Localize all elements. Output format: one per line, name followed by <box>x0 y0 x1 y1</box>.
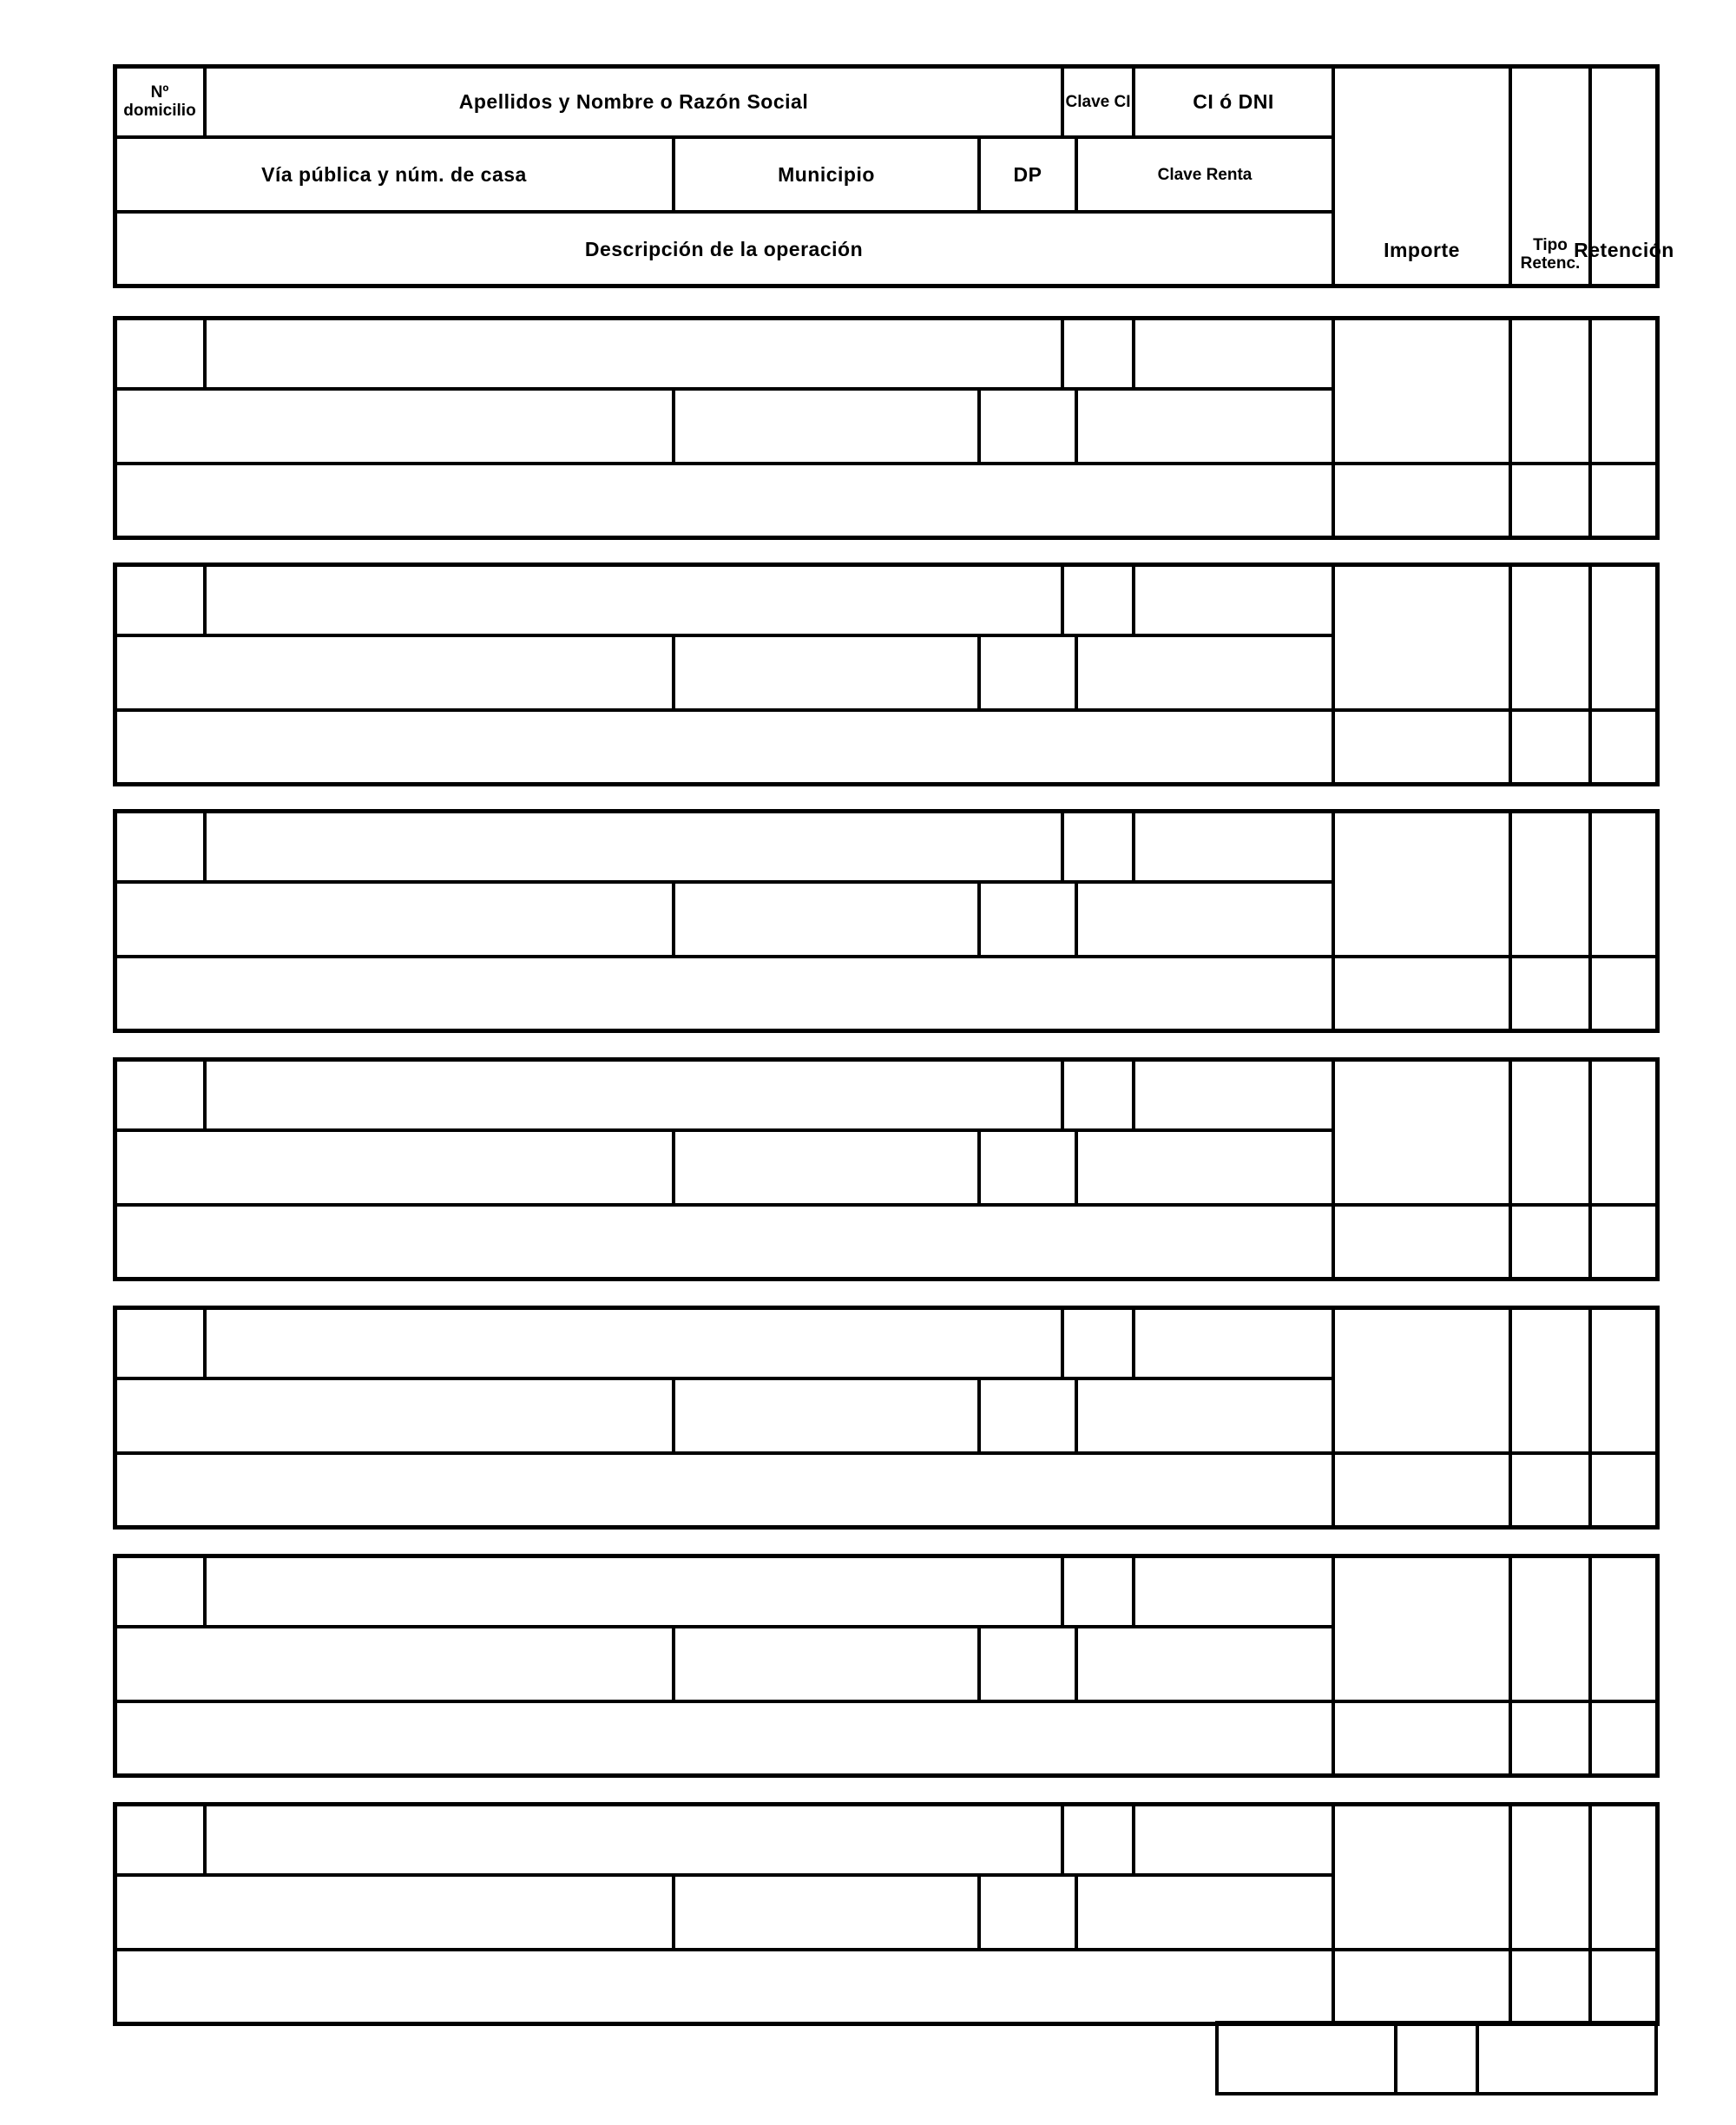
entry-retencion-field[interactable] <box>1588 1306 1660 1455</box>
entry-descripcion-field[interactable] <box>113 1451 1335 1530</box>
header-dp-label: DP <box>1013 162 1042 186</box>
entry-via-publica-field[interactable] <box>113 387 675 465</box>
entry-apellidos-nombre-field[interactable] <box>203 1057 1064 1132</box>
entry-nr-domicilio-field[interactable] <box>113 809 207 884</box>
entry-clave-ci-field[interactable] <box>1061 1057 1135 1132</box>
entry-retencion-field-2[interactable] <box>1588 1203 1660 1281</box>
header-retencion-label: Retención <box>1574 239 1674 261</box>
entry-clave-renta-field[interactable] <box>1075 880 1335 958</box>
entry-dp-field[interactable] <box>977 634 1078 712</box>
entry-retencion-field-2[interactable] <box>1588 708 1660 786</box>
entry-block <box>113 1306 1660 1530</box>
entry-dp-field[interactable] <box>977 1873 1078 1951</box>
entry-dp-field[interactable] <box>977 387 1078 465</box>
entry-clave-renta-field[interactable] <box>1075 1128 1335 1207</box>
entry-importe-field-2[interactable] <box>1332 708 1512 786</box>
entry-importe-field-2[interactable] <box>1332 1948 1512 2026</box>
entry-clave-ci-field[interactable] <box>1061 1802 1135 1877</box>
header-clave-renta <box>1075 135 1335 214</box>
entry-importe-field-2[interactable] <box>1332 1451 1512 1530</box>
entry-ci-dni-field[interactable] <box>1132 1554 1335 1628</box>
entry-retencion-field[interactable] <box>1588 809 1660 958</box>
header-via-publica-label: Vía pública y núm. de casa <box>261 162 527 186</box>
entry-importe-field[interactable] <box>1332 562 1512 712</box>
entry-block <box>113 316 1660 540</box>
entry-via-publica-field[interactable] <box>113 1128 675 1207</box>
entry-dp-field[interactable] <box>977 1377 1078 1455</box>
header-via-publica <box>113 135 675 214</box>
entry-retencion-field[interactable] <box>1588 1554 1660 1703</box>
entry-importe-field-2[interactable] <box>1332 1700 1512 1778</box>
header-nr-domicilio <box>113 64 207 139</box>
entry-tipo-retenc-field[interactable] <box>1509 1802 1592 1951</box>
totals-box <box>1215 2021 1658 2095</box>
entry-importe-field[interactable] <box>1332 809 1512 958</box>
entry-municipio-field[interactable] <box>672 634 981 712</box>
entry-apellidos-nombre-field[interactable] <box>203 1802 1064 1877</box>
entry-descripcion-field[interactable] <box>113 955 1335 1033</box>
entry-retencion-field[interactable] <box>1588 316 1660 465</box>
entry-importe-field[interactable] <box>1332 1057 1512 1207</box>
header-clave-renta-label: Clave Renta <box>1157 165 1253 184</box>
entry-apellidos-nombre-field[interactable] <box>203 562 1064 637</box>
entry-via-publica-field[interactable] <box>113 634 675 712</box>
entry-municipio-field[interactable] <box>672 387 981 465</box>
entry-tipo-retenc-field-2[interactable] <box>1509 708 1592 786</box>
entry-apellidos-nombre-field[interactable] <box>203 316 1064 391</box>
entry-importe-field-2[interactable] <box>1332 955 1512 1033</box>
header-tipo-retenc-label: Tipo Retenc. <box>1520 236 1581 273</box>
header-importe-label: Importe <box>1384 239 1460 261</box>
header-importe <box>1332 64 1512 288</box>
header-municipio <box>672 135 981 214</box>
totals-importe[interactable] <box>1215 2021 1397 2095</box>
entry-clave-ci-field[interactable] <box>1061 1554 1135 1628</box>
entry-nr-domicilio-field[interactable] <box>113 1554 207 1628</box>
entry-dp-field[interactable] <box>977 880 1078 958</box>
entry-ci-dni-field[interactable] <box>1132 1057 1335 1132</box>
entry-tipo-retenc-field-2[interactable] <box>1509 1948 1592 2026</box>
entry-clave-ci-field[interactable] <box>1061 316 1135 391</box>
entry-tipo-retenc-field-2[interactable] <box>1509 1203 1592 1281</box>
entry-clave-renta-field[interactable] <box>1075 1873 1335 1951</box>
entry-clave-renta-field[interactable] <box>1075 634 1335 712</box>
entry-tipo-retenc-field-2[interactable] <box>1509 1451 1592 1530</box>
entry-municipio-field[interactable] <box>672 880 981 958</box>
entry-retencion-field[interactable] <box>1588 562 1660 712</box>
header-retencion <box>1574 64 1674 288</box>
entry-apellidos-nombre-field[interactable] <box>203 809 1064 884</box>
entry-retencion-field[interactable] <box>1588 1057 1660 1207</box>
header-clave-ci-label: Clave CI <box>1065 92 1131 111</box>
entry-clave-ci-field[interactable] <box>1061 809 1135 884</box>
entry-clave-renta-field[interactable] <box>1075 1377 1335 1455</box>
entry-retencion-field[interactable] <box>1588 1802 1660 1951</box>
entry-ci-dni-field[interactable] <box>1132 809 1335 884</box>
entry-via-publica-field[interactable] <box>113 880 675 958</box>
entry-clave-ci-field[interactable] <box>1061 562 1135 637</box>
header-nr-domicilio-label: Nº domicilio <box>123 83 196 120</box>
entry-tipo-retenc-field[interactable] <box>1509 562 1592 712</box>
entry-block <box>113 1554 1660 1778</box>
entry-ci-dni-field[interactable] <box>1132 1306 1335 1380</box>
entry-block <box>113 1057 1660 1281</box>
entry-apellidos-nombre-field[interactable] <box>203 1306 1064 1380</box>
header-descripcion <box>113 210 1335 288</box>
entry-apellidos-nombre-field[interactable] <box>203 1554 1064 1628</box>
entry-block <box>113 1802 1660 2026</box>
entry-block <box>113 562 1660 786</box>
entry-retencion-field-2[interactable] <box>1588 1451 1660 1530</box>
entry-ci-dni-field[interactable] <box>1132 316 1335 391</box>
entry-tipo-retenc-field[interactable] <box>1509 1306 1592 1455</box>
entry-nr-domicilio-field[interactable] <box>113 1306 207 1380</box>
entry-tipo-retenc-field[interactable] <box>1509 316 1592 465</box>
entry-dp-field[interactable] <box>977 1128 1078 1207</box>
entry-nr-domicilio-field[interactable] <box>113 1057 207 1132</box>
entry-importe-field-2[interactable] <box>1332 1203 1512 1281</box>
entry-descripcion-field[interactable] <box>113 1700 1335 1778</box>
entry-tipo-retenc-field-2[interactable] <box>1509 462 1592 540</box>
entry-nr-domicilio-field[interactable] <box>113 562 207 637</box>
entry-via-publica-field[interactable] <box>113 1873 675 1951</box>
entry-tipo-retenc-field-2[interactable] <box>1509 1700 1592 1778</box>
entry-municipio-field[interactable] <box>672 1128 981 1207</box>
entry-block <box>113 809 1660 1033</box>
entry-tipo-retenc-field[interactable] <box>1509 809 1592 958</box>
entry-ci-dni-field[interactable] <box>1132 1802 1335 1877</box>
entry-clave-renta-field[interactable] <box>1075 1625 1335 1703</box>
form-header <box>113 64 1674 288</box>
entry-nr-domicilio-field[interactable] <box>113 316 207 391</box>
header-ci-dni <box>1132 64 1335 139</box>
entry-retencion-field-2[interactable] <box>1588 1700 1660 1778</box>
entry-importe-field[interactable] <box>1332 316 1512 465</box>
entry-nr-domicilio-field[interactable] <box>113 1802 207 1877</box>
totals-retencion[interactable] <box>1476 2021 1658 2095</box>
entry-clave-renta-field[interactable] <box>1075 387 1335 465</box>
entry-importe-field[interactable] <box>1332 1554 1512 1703</box>
entry-tipo-retenc-field-2[interactable] <box>1509 955 1592 1033</box>
header-descripcion-label: Descripción de la operación <box>584 237 864 260</box>
entry-via-publica-field[interactable] <box>113 1625 675 1703</box>
header-dp <box>977 135 1078 214</box>
entry-retencion-field-2[interactable] <box>1588 955 1660 1033</box>
entry-importe-field[interactable] <box>1332 1802 1512 1951</box>
header-municipio-label: Municipio <box>778 162 875 186</box>
entry-retencion-field-2[interactable] <box>1588 462 1660 540</box>
header-apellidos-nombre-label: Apellidos y Nombre o Razón Social <box>458 89 809 113</box>
entry-descripcion-field[interactable] <box>113 708 1335 786</box>
entry-tipo-retenc-field[interactable] <box>1509 1057 1592 1207</box>
entry-retencion-field-2[interactable] <box>1588 1948 1660 2026</box>
entry-descripcion-field[interactable] <box>113 1948 1335 2026</box>
entry-dp-field[interactable] <box>977 1625 1078 1703</box>
header-ci-dni-label: CI ó DNI <box>1193 89 1274 113</box>
entry-municipio-field[interactable] <box>672 1625 981 1703</box>
entry-via-publica-field[interactable] <box>113 1377 675 1455</box>
entry-clave-ci-field[interactable] <box>1061 1306 1135 1380</box>
totals-tipo-retenc[interactable] <box>1394 2021 1479 2095</box>
entry-ci-dni-field[interactable] <box>1132 562 1335 637</box>
entry-descripcion-field[interactable] <box>113 462 1335 540</box>
header-clave-ci <box>1061 64 1135 139</box>
entry-municipio-field[interactable] <box>672 1377 981 1455</box>
entry-importe-field-2[interactable] <box>1332 462 1512 540</box>
entry-importe-field[interactable] <box>1332 1306 1512 1455</box>
header-apellidos-nombre <box>203 64 1064 139</box>
entry-tipo-retenc-field[interactable] <box>1509 1554 1592 1703</box>
entry-descripcion-field[interactable] <box>113 1203 1335 1281</box>
entry-municipio-field[interactable] <box>672 1873 981 1951</box>
